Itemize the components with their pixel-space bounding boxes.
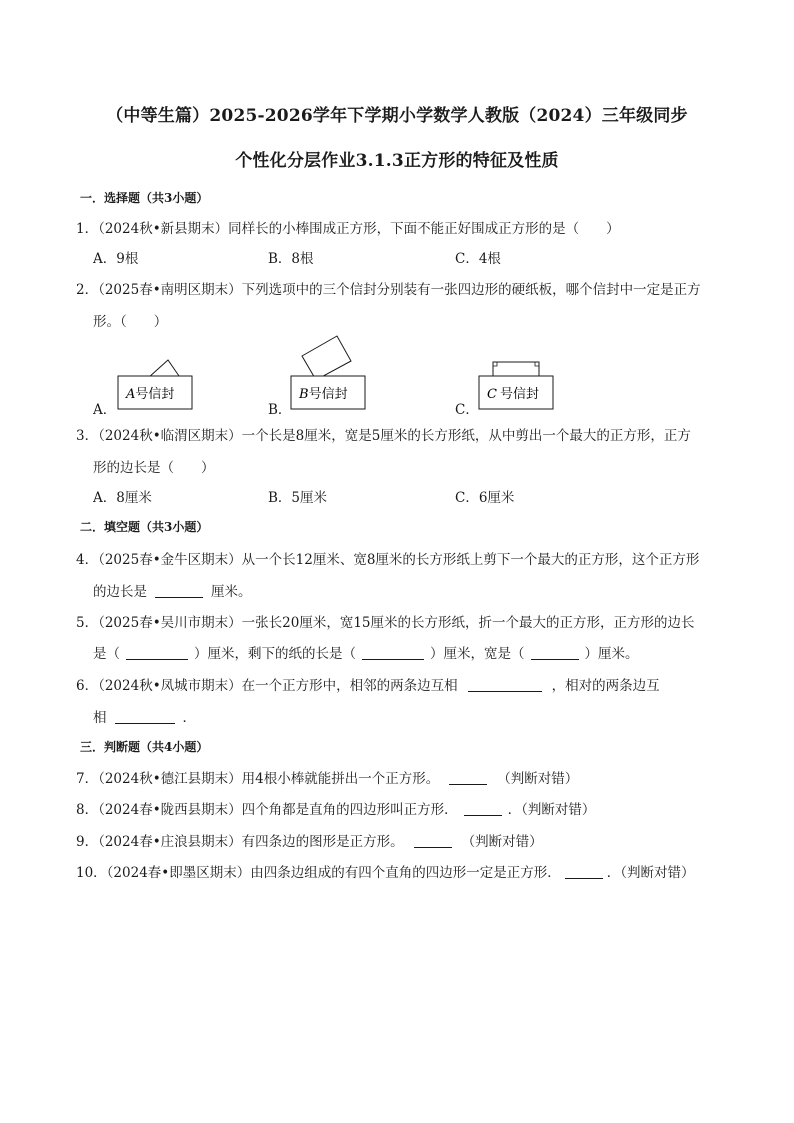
question-1-text: 1．（2024秋•新县期末）同样长的小棒围成正方形，下面不能正好围成正方形的是（ ）	[76, 221, 620, 237]
q1-option-c: C．4根	[455, 251, 501, 267]
envelope-a-figure	[112, 352, 198, 414]
document-title-line-1: （中等生篇）2025-2026学年下学期小学数学人教版（2024）三年级同步	[106, 106, 688, 126]
answer-blank[interactable]	[115, 709, 175, 724]
card-corner-b	[302, 336, 351, 380]
answer-blank[interactable]	[531, 645, 579, 660]
question-10: 10．（2024春•即墨区期末）由四条边组成的有四个直角的四边形一定是正方形． ．（判断对错）	[76, 865, 695, 881]
question-2-line-1: 2．（2025春•南明区期末）下列选项中的三个信封分别装有一张四边形的硬纸板，哪个信封中一定是正方	[76, 282, 701, 298]
envelope-b-figure	[285, 332, 371, 414]
question-2-line-2: 形。（ ）	[93, 314, 168, 330]
section-heading-fill: 二．填空题（共3小题）	[80, 520, 209, 534]
answer-blank[interactable]	[155, 583, 203, 598]
q3-option-a: A．8厘米	[93, 490, 152, 506]
q3-option-b: B．5厘米	[268, 490, 328, 506]
q3-option-c: C．6厘米	[455, 490, 515, 506]
section-heading-judge: 三．判断题（共4小题）	[80, 740, 209, 754]
question-5-line-2: 是（ ）厘米，剩下的纸的长是（ ）厘米，宽是（ ）厘米。	[93, 646, 639, 662]
question-9: 9．（2024春•庄浪县期末）有四条边的图形是正方形。 （判断对错）	[76, 834, 543, 850]
document-title-line-2: 个性化分层作业3.1.3正方形的特征及性质	[235, 151, 559, 171]
q1-option-a: A．9根	[93, 251, 139, 267]
question-3-line-1: 3．（2024秋•临渭区期末）一个长是8厘米，宽是5厘米的长方形纸，从中剪出一个最大的正方形，正方	[76, 428, 691, 444]
q2-option-b-label: B．	[268, 402, 292, 418]
question-8: 8．（2024春•陇西县期末）四个角都是直角的四边形叫正方形． ．（判断对错）	[76, 802, 596, 818]
question-4-line-2: 的边长是 厘米。	[93, 584, 252, 600]
answer-blank[interactable]	[565, 864, 603, 879]
answer-blank[interactable]	[468, 677, 542, 692]
answer-blank[interactable]	[449, 770, 487, 785]
answer-blank[interactable]	[126, 645, 188, 660]
envelope-b-label: B号信封	[299, 387, 348, 402]
q1-option-b: B．8根	[268, 251, 314, 267]
envelope-a-label: A号信封	[126, 387, 175, 402]
question-4-line-1: 4．（2025春•金牛区期末）从一个长12厘米、宽8厘米的长方形纸上剪下一个最大的正方形，这个正方形	[76, 552, 700, 568]
question-7: 7．（2024秋•德江县期末）用4根小棒就能拼出一个正方形。 （判断对错）	[76, 771, 579, 787]
question-5-line-1: 5．（2025春•吴川市期末）一张长20厘米，宽15厘米的长方形纸，折一个最大的正方形，正方形的边长	[76, 615, 695, 631]
question-6-line-2: 相 ．	[93, 710, 196, 726]
envelope-c-figure	[473, 356, 559, 414]
q2-option-c-label: C．	[455, 402, 479, 418]
answer-blank[interactable]	[362, 645, 424, 660]
question-6-line-1: 6．（2024秋•凤城市期末）在一个正方形中，相邻的两条边互相 ，相对的两条边互	[76, 678, 660, 694]
q2-option-a-label: A．	[93, 402, 117, 418]
card-corner-a	[148, 360, 179, 378]
answer-blank[interactable]	[464, 801, 502, 816]
section-heading-choice: 一．选择题（共3小题）	[80, 191, 209, 205]
envelope-c-label: C 号信封	[487, 387, 539, 402]
question-3-line-2: 形的边长是（ ）	[93, 460, 215, 476]
answer-blank[interactable]	[414, 833, 452, 848]
